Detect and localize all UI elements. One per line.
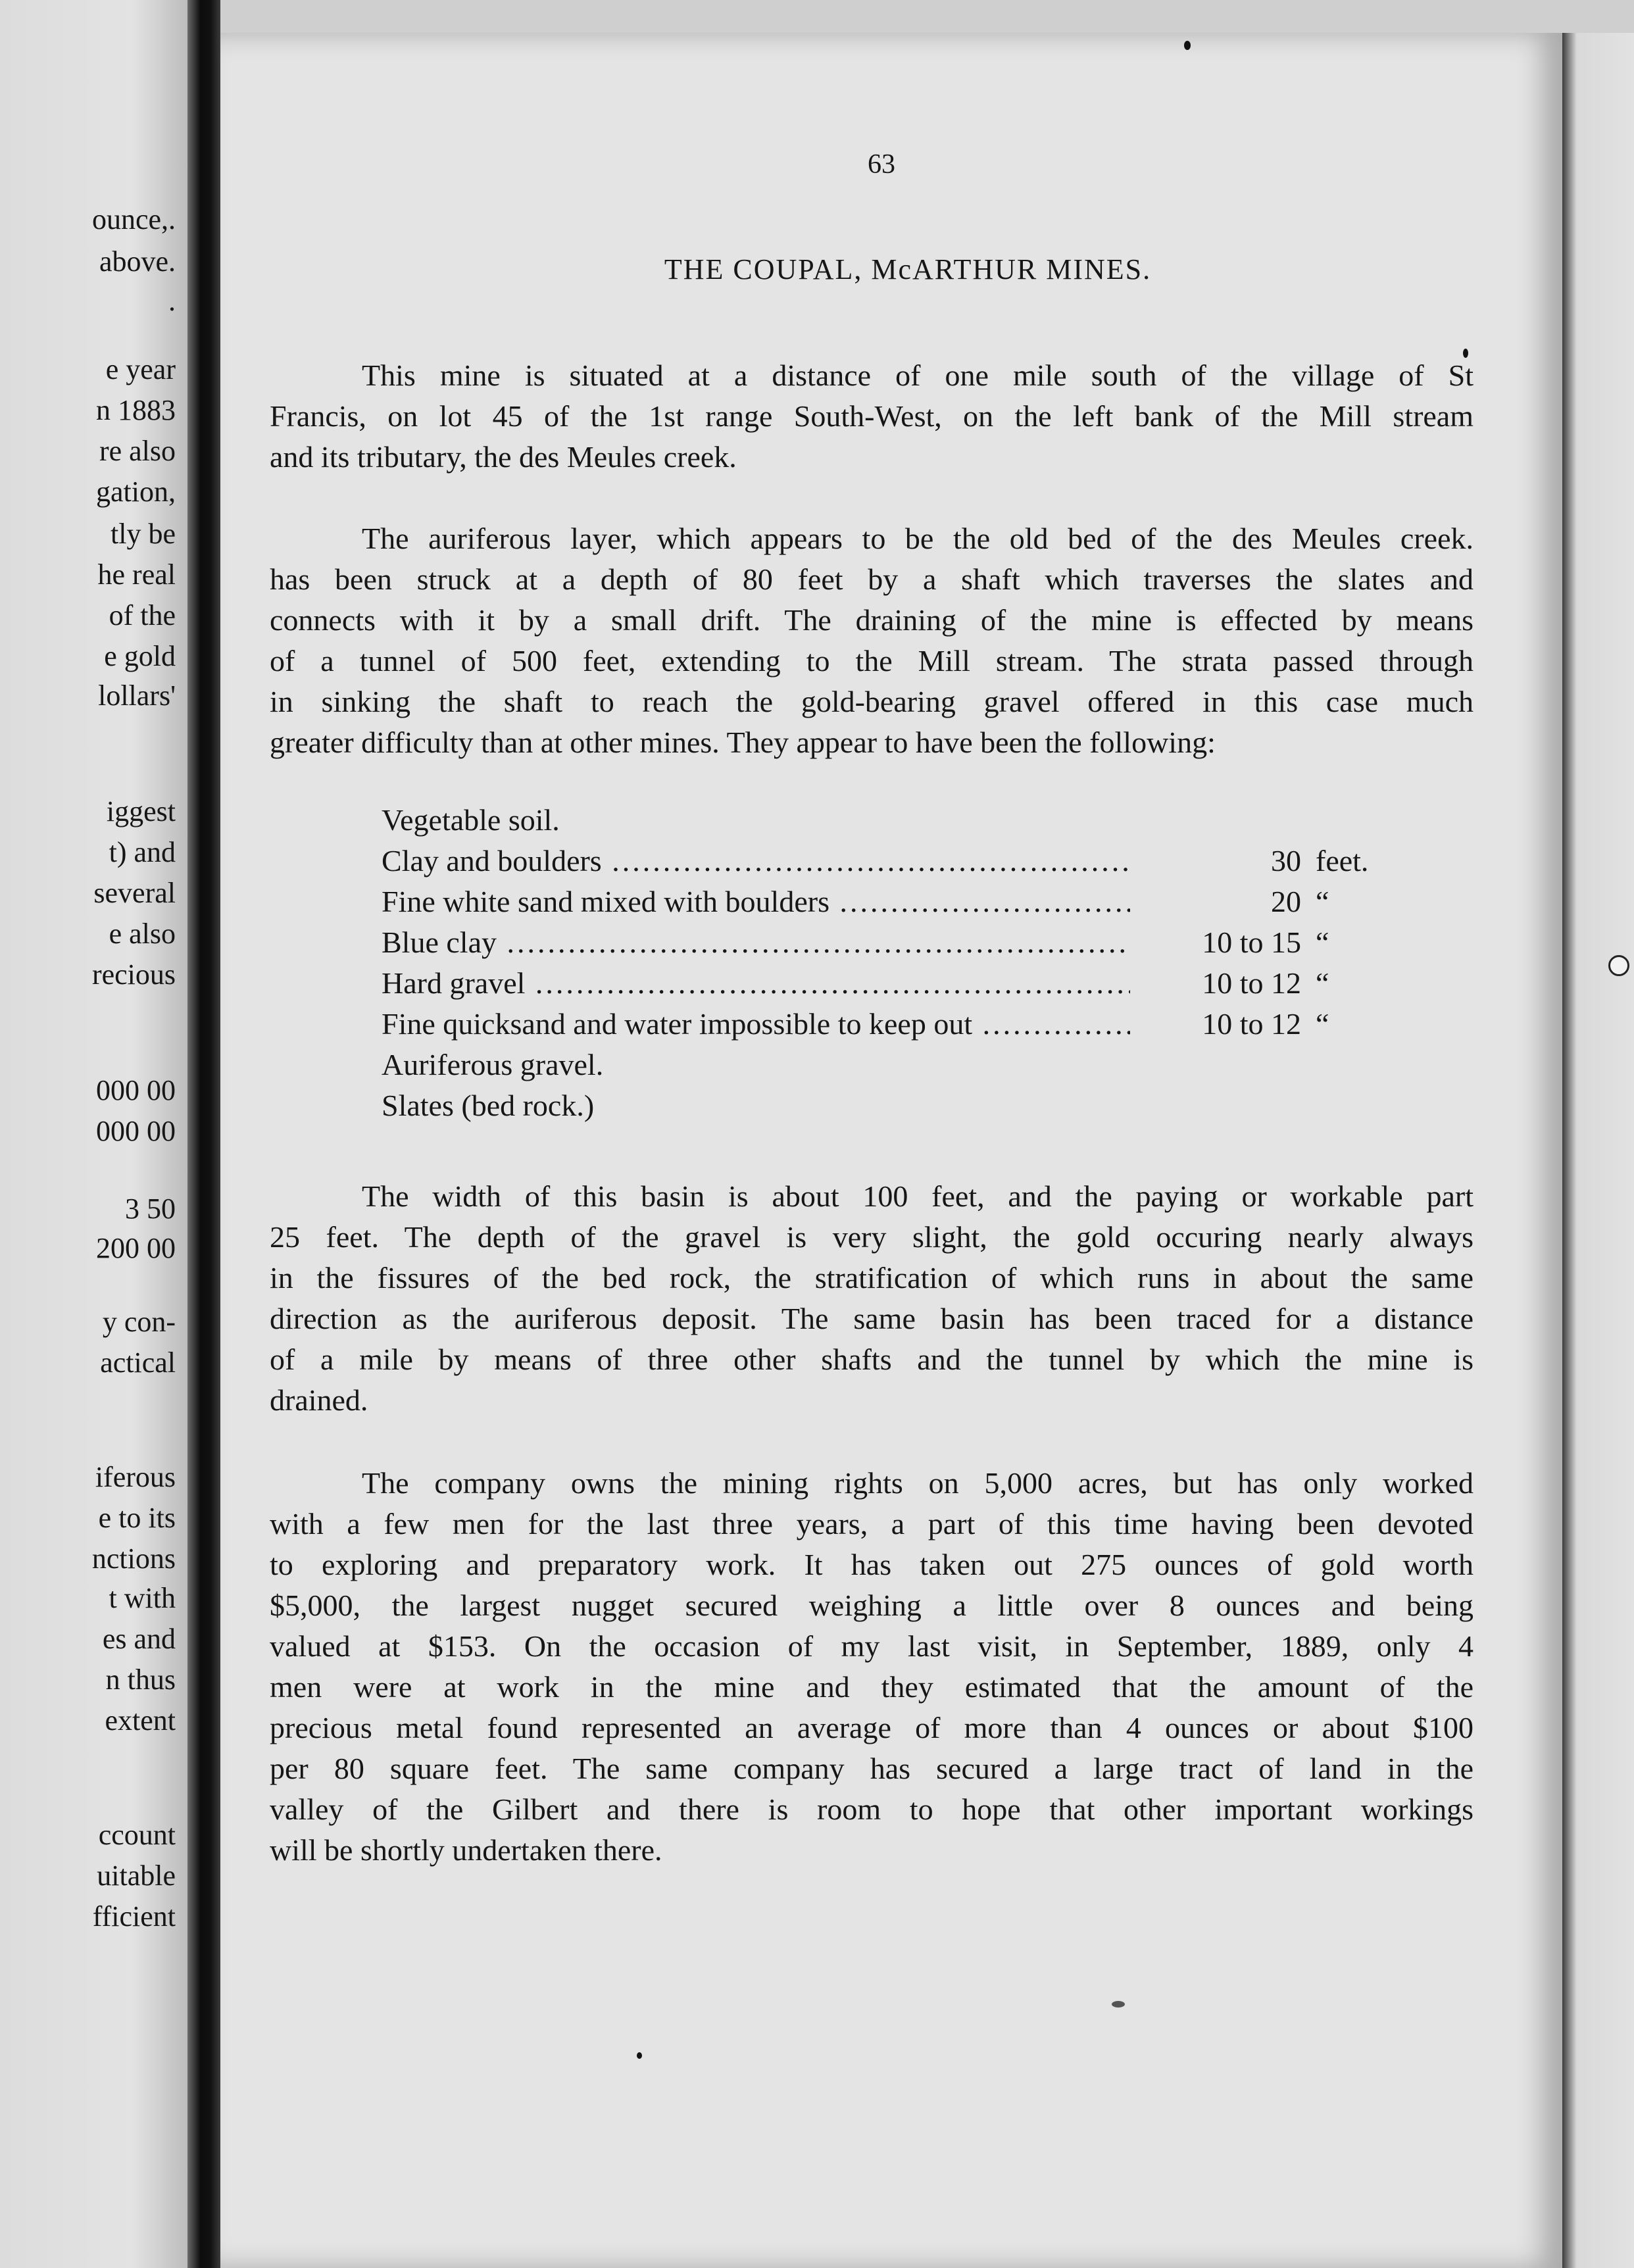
- facing-page-line: e gold: [104, 640, 176, 672]
- scan-speck: [1608, 955, 1629, 976]
- facing-page-line: e to its: [98, 1502, 176, 1534]
- text-line: in sinking the shaft to reach the gold-bearing gravel offered in this case much: [270, 685, 1473, 718]
- text-line: per 80 square feet. The same company has secured a large tract of land in the: [270, 1752, 1473, 1785]
- text-line: connects with it by a small drift. The draining of the mine is effected by means: [270, 603, 1473, 637]
- facing-page-line: 000 00: [96, 1074, 176, 1106]
- stratum-unit: “: [1316, 885, 1329, 918]
- stratum-name: Auriferous gravel.: [382, 1048, 604, 1081]
- text-line: This mine is situated at a distance of one mile south of the village of St: [362, 358, 1473, 392]
- stratum-thickness: 10 to 12: [1202, 1007, 1301, 1041]
- stratum-name: Slates (bed rock.): [382, 1089, 595, 1122]
- facing-page-line: 3 50: [125, 1193, 176, 1225]
- facing-page-line: n thus: [105, 1664, 176, 1696]
- strata-row: [382, 884, 1395, 925]
- stratum-unit: “: [1316, 925, 1329, 959]
- strata-row: [382, 843, 1395, 884]
- text-line: valued at $153. On the occasion of my last visit, in September, 1889, only 4: [270, 1629, 1473, 1663]
- facing-page-line: n 1883: [96, 394, 176, 426]
- text-line: $5,000, the largest nugget secured weighing a little over 8 ounces and being: [270, 1589, 1473, 1622]
- facing-page-left: [0, 0, 187, 2268]
- stratum-name: Vegetable soil.: [382, 803, 560, 837]
- scan-speck: [1112, 2001, 1125, 2008]
- text-line: Francis, on lot 45 of the 1st range South-West, on the left bank of the Mill stream: [270, 399, 1473, 433]
- strata-row: [382, 1088, 1395, 1129]
- stratum-thickness: 10 to 15: [1202, 925, 1301, 959]
- text-line: in the fissures of the bed rock, the stratification of which runs in about the same: [270, 1261, 1473, 1294]
- scan-right-edge: [1562, 33, 1634, 2268]
- text-line: men were at work in the mine and they estimated that the amount of the: [270, 1670, 1473, 1704]
- facing-page-line: 200 00: [96, 1232, 176, 1264]
- text-line: valley of the Gilbert and there is room to hope that other important workings: [270, 1792, 1473, 1826]
- facing-page-line: gation,: [96, 476, 176, 508]
- facing-page-line: .: [168, 285, 176, 317]
- facing-page-line: fficient: [92, 1900, 176, 1933]
- paragraph: [270, 1176, 1473, 1421]
- stratum-unit: “: [1316, 966, 1329, 1000]
- text-line: The width of this basin is about 100 feet, and the paying or workable part: [362, 1179, 1473, 1213]
- facing-page-line: ounce,.: [91, 203, 176, 235]
- facing-page-line: iferous: [95, 1461, 176, 1493]
- facing-page-line: e year: [105, 353, 176, 385]
- scan-speck: [1463, 349, 1468, 358]
- stratum-name: Blue clay .....: [382, 925, 1130, 960]
- facing-page-line: recious: [91, 958, 176, 991]
- text-line: and its tributary, the des Meules creek.: [270, 440, 737, 474]
- scan-speck: [1184, 41, 1191, 50]
- facing-page-line: re also: [99, 435, 176, 467]
- strata-row: [382, 1006, 1395, 1047]
- facing-page-line: iggest: [106, 795, 176, 827]
- paragraph: [270, 355, 1473, 478]
- text-line: of a tunnel of 500 feet, extending to the Mill stream. The strata passed through: [270, 644, 1473, 678]
- paragraph: [270, 518, 1473, 763]
- text-line: The auriferous layer, which appears to be the old bed of the des Meules creek.: [362, 522, 1473, 555]
- book-gutter: [187, 0, 220, 2268]
- facing-page-line: ccount: [98, 1819, 176, 1851]
- facing-page-line: y con-: [102, 1306, 176, 1338]
- facing-page-line: actical: [100, 1346, 176, 1379]
- scan-speck: [637, 2052, 642, 2059]
- facing-page-line: uitable: [97, 1860, 176, 1892]
- text-line: with a few men for the last three years, a part of this time having been devoted: [270, 1507, 1473, 1541]
- text-line: to exploring and preparatory work. It has taken out 275 ounces of gold worth: [270, 1548, 1473, 1581]
- text-line: drained.: [270, 1383, 368, 1417]
- text-line: 25 feet. The depth of the gravel is very slight, the gold occuring nearly always: [270, 1220, 1473, 1254]
- stratum-name: Fine quicksand and water impossible to keep out .....: [382, 1006, 1130, 1041]
- stratum-name: Clay and boulders .....: [382, 843, 1130, 878]
- facing-page-line: he real: [97, 558, 176, 591]
- strata-row: [382, 925, 1395, 966]
- facing-page-line: extent: [105, 1704, 176, 1737]
- strata-row: [382, 1047, 1395, 1088]
- facing-page-line: above.: [99, 245, 176, 278]
- stratum-thickness: 10 to 12: [1202, 966, 1301, 1000]
- facing-page-line: tly be: [111, 518, 176, 550]
- paragraph: [270, 1463, 1473, 1871]
- text-line: of a mile by means of three other shafts and the tunnel by which the mine is: [270, 1343, 1473, 1376]
- facing-page-line: several: [93, 877, 176, 909]
- stratum-unit: feet.: [1316, 844, 1369, 877]
- stratum-unit: “: [1316, 1007, 1329, 1041]
- strata-row: [382, 966, 1395, 1006]
- text-line: has been struck at a depth of 80 feet by a shaft which traverses the slates and: [270, 562, 1473, 596]
- stratum-name: Fine white sand mixed with boulders .....: [382, 884, 1130, 919]
- page-number: 63: [868, 149, 895, 180]
- stratum-name: Hard gravel .....: [382, 966, 1130, 1000]
- text-line: precious metal found represented an average of more than 4 ounces or about $100: [270, 1711, 1473, 1744]
- stratum-thickness: 30: [1271, 844, 1301, 877]
- facing-page-line: nctions: [91, 1542, 176, 1575]
- stratum-thickness: 20: [1271, 885, 1301, 918]
- text-line: will be shortly undertaken there.: [270, 1833, 662, 1867]
- text-line: The company owns the mining rights on 5,000 acres, but has only worked: [362, 1466, 1473, 1500]
- facing-page-line: lollars': [98, 679, 176, 712]
- strata-table: [382, 802, 1395, 1129]
- text-line: direction as the auriferous deposit. The same basin has been traced for a distance: [270, 1302, 1473, 1335]
- section-title: THE COUPAL, McARTHUR MINES.: [664, 253, 1152, 285]
- strata-row: [382, 802, 1395, 843]
- facing-page-line: t) and: [109, 836, 176, 868]
- facing-page-line: e also: [109, 918, 176, 950]
- scan-top-edge: [220, 0, 1634, 33]
- facing-page-line: 000 00: [96, 1115, 176, 1147]
- facing-page-line: es and: [102, 1623, 176, 1655]
- text-line: greater difficulty than at other mines. They appear to have been the following:: [270, 726, 1216, 759]
- facing-page-line: t with: [109, 1582, 176, 1614]
- facing-page-line: of the: [109, 599, 176, 631]
